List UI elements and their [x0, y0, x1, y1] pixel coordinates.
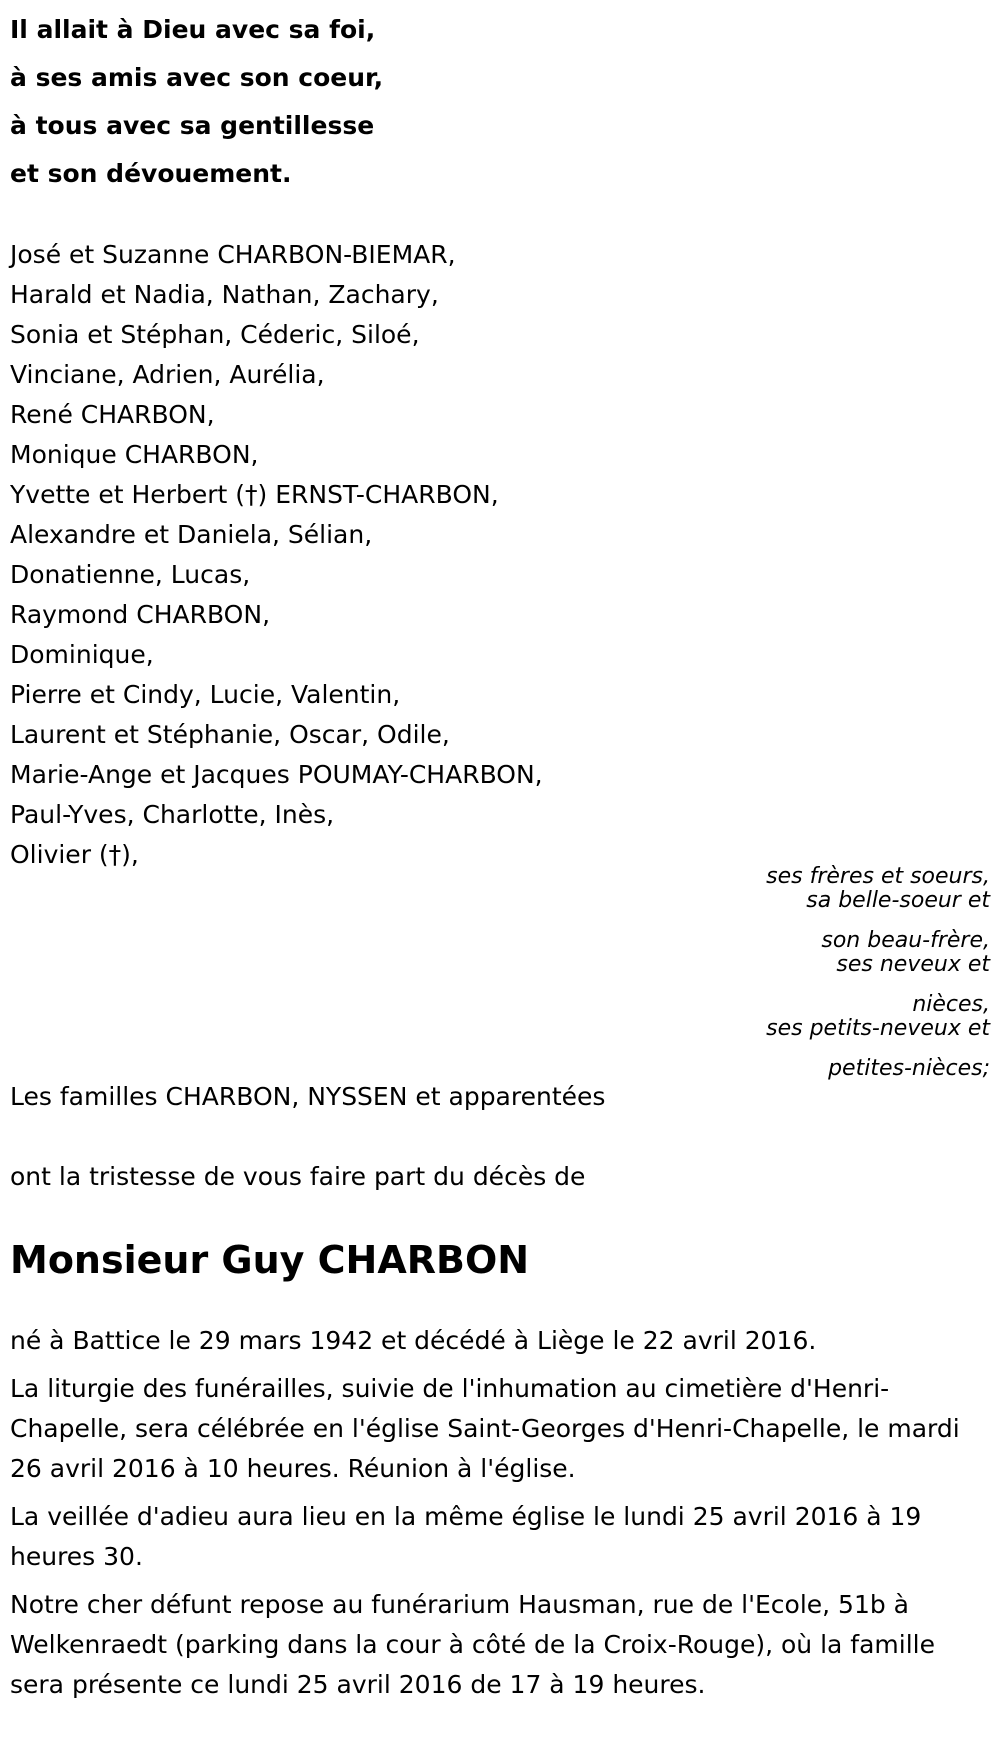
family-member-line: René CHARBON,	[10, 400, 215, 429]
family-member-line: Yvette et Herbert (†) ERNST-CHARBON,	[10, 480, 499, 509]
family-member-line: Monique CHARBON,	[10, 440, 259, 469]
families-line: Les familles CHARBON, NYSSEN et apparentées	[10, 1082, 606, 1111]
family-member-line: Donatienne, Lucas,	[10, 560, 251, 589]
detail-paragraph: La liturgie des funérailles, suivie de l'inhumation au cimetière d'Henri-Chapelle, sera célébrée en l'église Saint-Georges d'Henri-Chapelle, le mardi 26 avril 2016 à 10 heures. Réunion à l'église.	[10, 1374, 960, 1483]
detail-paragraph: Notre cher défunt repose au funérarium Hausman, rue de l'Ecole, 51b à Welkenraedt (parking dans la cour à côté de la Croix-Rouge), où la famille sera présente ce lundi 25 avril 2016 de 17 à 19 heures.	[10, 1590, 935, 1699]
family-member-line: José et Suzanne CHARBON-BIEMAR,	[10, 240, 456, 269]
deceased-name: Monsieur Guy CHARBON	[10, 1238, 530, 1282]
family-member-line: Marie-Ange et Jacques POUMAY-CHARBON,	[10, 760, 543, 789]
family-member-line: Pierre et Cindy, Lucie, Valentin,	[10, 680, 401, 709]
family-list	[10, 235, 543, 875]
family-member-line: Olivier (†),	[10, 840, 139, 869]
relation-line: nièces,	[912, 992, 990, 1017]
relation-line: ses petits-neveux et	[766, 1016, 990, 1041]
epigraph-line: Il allait à Dieu avec sa foi,	[10, 15, 376, 44]
family-member-line: Dominique,	[10, 640, 154, 669]
family-member-line: Vinciane, Adrien, Aurélia,	[10, 360, 325, 389]
relation-line: son beau-frère,	[821, 928, 990, 953]
detail-paragraph: La veillée d'adieu aura lieu en la même église le lundi 25 avril 2016 à 19 heures 30.	[10, 1502, 922, 1571]
family-member-line: Laurent et Stéphanie, Oscar, Odile,	[10, 720, 450, 749]
details-block	[10, 1321, 970, 1713]
detail-paragraph: né à Battice le 29 mars 1942 et décédé à Liège le 22 avril 2016.	[10, 1326, 817, 1355]
relations-block	[766, 865, 990, 1081]
family-member-line: Alexandre et Daniela, Sélian,	[10, 520, 373, 549]
family-member-line: Paul-Yves, Charlotte, Inès,	[10, 800, 335, 829]
family-member-line: Sonia et Stéphan, Céderic, Siloé,	[10, 320, 420, 349]
relation-line: ses frères et soeurs,	[766, 864, 990, 889]
family-member-line: Raymond CHARBON,	[10, 600, 271, 629]
relation-line: ses neveux et	[836, 952, 990, 977]
family-member-line: Harald et Nadia, Nathan, Zachary,	[10, 280, 439, 309]
announcement-line: ont la tristesse de vous faire part du décès de	[10, 1162, 586, 1191]
relation-line: petites-nièces;	[828, 1056, 990, 1081]
epigraph-line: à ses amis avec son coeur,	[10, 63, 384, 92]
epigraph-line: et son dévouement.	[10, 159, 292, 188]
epigraph	[10, 6, 383, 198]
epigraph-line: à tous avec sa gentillesse	[10, 111, 375, 140]
relation-line: sa belle-soeur et	[806, 888, 990, 913]
